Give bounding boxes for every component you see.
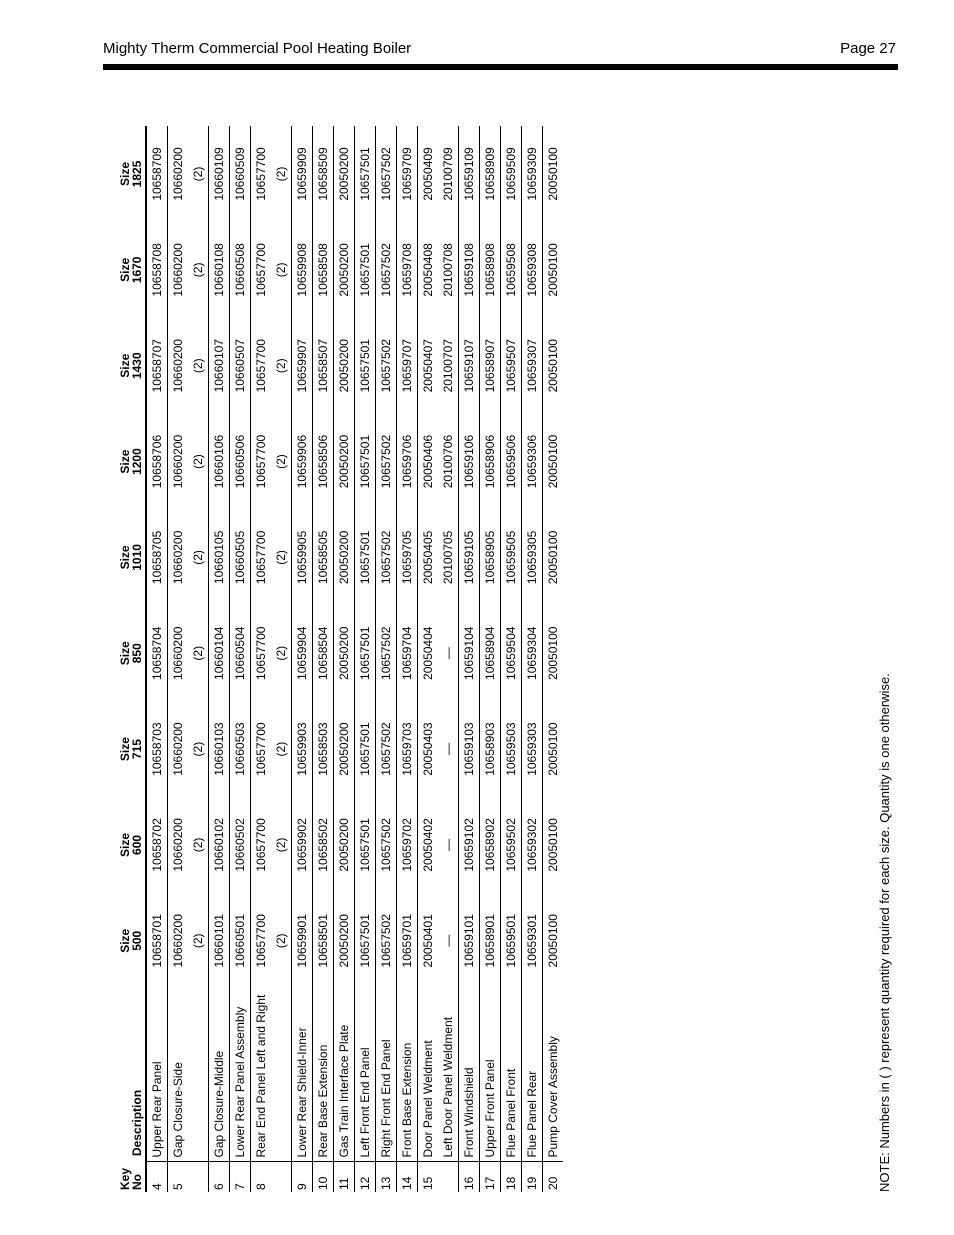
part-number-cell: 10657502 [376, 701, 397, 797]
part-number-cell: 10657502 [376, 509, 397, 605]
part-number-cell: 20050403 [418, 701, 439, 797]
part-number-cell: 10659506 [501, 414, 522, 510]
row-key-no: 5 [168, 1162, 189, 1192]
part-number-cell: 10659901 [292, 893, 313, 989]
table-header-row [103, 126, 146, 1192]
part-number-cell: 10658708 [146, 222, 168, 318]
part-number-cell: 10660105 [209, 509, 230, 605]
row-key-no: 20 [543, 1162, 564, 1192]
part-number-cell: 20050401 [418, 893, 439, 989]
row-description: Gap Closure-Middle [209, 989, 230, 1162]
quantity-note: NOTE: Numbers in ( ) represent quantity required for each size. Quantity is one otherwise. [877, 673, 892, 1192]
part-number-cell: 10659306 [522, 414, 543, 510]
part-number-cell: 20050100 [543, 414, 564, 510]
part-number-cell: 20100706 [441, 434, 455, 489]
part-number-cell: 10657501 [355, 414, 376, 510]
part-number-cell: 20050200 [334, 509, 355, 605]
part-number-cell: 20050200 [334, 414, 355, 510]
row-key-no: 11 [334, 1162, 355, 1192]
header-rule [103, 64, 898, 70]
row-description: Left Front End Panel [355, 989, 376, 1162]
part-number-cell: 10659509 [501, 126, 522, 222]
part-number-cell: 10658906 [480, 414, 501, 510]
part-number-cell: 10658502 [313, 797, 334, 893]
row-key-no: 8 [251, 1162, 272, 1192]
table-row [501, 126, 522, 1192]
header-size: Size 1670 [103, 222, 146, 318]
part-number-cell: 10658504 [313, 605, 334, 701]
part-number-cell: 20050100 [543, 605, 564, 701]
row-description: Flue Panel Rear [522, 989, 543, 1162]
row-key-no: 18 [501, 1162, 522, 1192]
part-number-cell: 10658909 [480, 126, 501, 222]
table-row [251, 126, 272, 1192]
table-row [334, 126, 355, 1192]
table-row [438, 126, 459, 1192]
part-number-cell: 10660200 [168, 222, 189, 318]
part-number-cell: 10660106 [209, 414, 230, 510]
part-number-cell: 10659707 [397, 318, 418, 414]
part-number-cell: 10658507 [313, 318, 334, 414]
row-key-no: 9 [292, 1162, 313, 1192]
part-number-cell: 10660104 [209, 605, 230, 701]
part-number-cell: 10660200 [168, 414, 189, 510]
part-number-cell: 10658704 [146, 605, 168, 701]
part-number-cell: 10657700 [251, 414, 272, 510]
part-number-cell: 20050200 [334, 605, 355, 701]
row-description: Door Panel Weldment [418, 989, 439, 1162]
row-description: Upper Front Panel [480, 989, 501, 1162]
row-description: Pump Cover Assembly [543, 989, 564, 1162]
part-number-cell: 10657502 [376, 414, 397, 510]
part-number-cell: 10658905 [480, 509, 501, 605]
row-description: Front Windshield [459, 989, 480, 1162]
part-number-cell: 10660506 [230, 414, 251, 510]
part-number-cell: 10658902 [480, 797, 501, 893]
part-number-cell: 10659904 [292, 605, 313, 701]
part-number-cell: 10659302 [522, 797, 543, 893]
part-number-cell: 20050408 [418, 222, 439, 318]
part-number-cell: 20050405 [418, 509, 439, 605]
table-row [146, 126, 168, 1192]
part-number-cell: 10657501 [355, 797, 376, 893]
table-row [480, 126, 501, 1192]
table-row [522, 126, 543, 1192]
row-description: Flue Panel Front [501, 989, 522, 1162]
part-number-cell: (2) [191, 166, 205, 182]
row-key-no: 4 [146, 1162, 168, 1192]
part-number-cell: 10659103 [459, 701, 480, 797]
row-key-no: 6 [209, 1162, 230, 1192]
row-key-no: 14 [397, 1162, 418, 1192]
part-number-cell: 10660108 [209, 222, 230, 318]
part-number-cell: 20050100 [543, 509, 564, 605]
part-number-cell: 10660200 [168, 893, 189, 989]
part-number-cell: 20050200 [334, 797, 355, 893]
header-size: Size 500 [103, 893, 146, 989]
part-number-cell: 10660504 [230, 605, 251, 701]
part-number-cell: (2) [274, 933, 288, 949]
header-size: Size 850 [103, 605, 146, 701]
table-row [209, 126, 230, 1192]
row-description [271, 989, 292, 1162]
part-number-cell: 20050406 [418, 414, 439, 510]
part-number-cell: — [441, 647, 455, 660]
part-number-cell: (2) [191, 454, 205, 469]
part-number-cell: 10659108 [459, 222, 480, 318]
part-number-cell: 10659106 [459, 414, 480, 510]
table-row [397, 126, 418, 1192]
part-number-cell: 20050100 [543, 797, 564, 893]
table-row [355, 126, 376, 1192]
row-key-no: 7 [230, 1162, 251, 1192]
table-row [418, 126, 439, 1192]
part-number-cell: 10660107 [209, 318, 230, 414]
part-number-cell: 10659105 [459, 509, 480, 605]
row-key-no: 10 [313, 1162, 334, 1192]
part-number-cell: 10659301 [522, 893, 543, 989]
row-description: Left Door Panel Weldment [441, 1016, 455, 1158]
part-number-cell: 10657501 [355, 605, 376, 701]
part-number-cell: 10658705 [146, 509, 168, 605]
part-number-cell: 20100708 [441, 243, 455, 297]
part-number-cell: 10659906 [292, 414, 313, 510]
part-number-cell: 20050100 [543, 222, 564, 318]
part-number-cell: 10659505 [501, 509, 522, 605]
row-description: Lower Rear Shield-Inner [292, 989, 313, 1162]
part-number-cell: 10659504 [501, 605, 522, 701]
part-number-cell: 10660503 [230, 701, 251, 797]
part-number-cell: 10657502 [376, 126, 397, 222]
part-number-cell: 10659503 [501, 701, 522, 797]
part-number-cell: 20050100 [543, 701, 564, 797]
part-number-cell: 10659107 [459, 318, 480, 414]
part-number-cell: 10659305 [522, 509, 543, 605]
header-key-no: Key No [103, 1162, 146, 1192]
row-key-no: 19 [522, 1162, 543, 1192]
row-description: Rear End Panel Left and Right [251, 989, 272, 1162]
row-key-no: 13 [376, 1162, 397, 1192]
part-number-cell: 10658505 [313, 509, 334, 605]
part-number-cell: 20050100 [543, 126, 564, 222]
part-number-cell: 10659908 [292, 222, 313, 318]
header-size: Size 1430 [103, 318, 146, 414]
part-number-cell: 20050404 [418, 605, 439, 701]
part-number-cell: 10659501 [501, 893, 522, 989]
part-number-cell: 10660101 [209, 893, 230, 989]
part-number-cell: 10659502 [501, 797, 522, 893]
part-number-cell: 10658903 [480, 701, 501, 797]
part-number-cell: 10658901 [480, 893, 501, 989]
row-key-no: 17 [480, 1162, 501, 1192]
part-number-cell: 10659708 [397, 222, 418, 318]
part-number-cell: 10657502 [376, 893, 397, 989]
row-key-no: 16 [459, 1162, 480, 1192]
part-number-cell: 20050407 [418, 318, 439, 414]
part-number-cell: 10658702 [146, 797, 168, 893]
row-description: Right Front End Panel [376, 989, 397, 1162]
row-key-no: 12 [355, 1162, 376, 1192]
part-number-cell: 10657501 [355, 893, 376, 989]
part-number-cell: 10660200 [168, 605, 189, 701]
part-number-cell: — [441, 934, 455, 947]
part-number-cell: (2) [274, 741, 288, 757]
part-number-cell: (2) [274, 550, 288, 565]
part-number-cell: 10658703 [146, 701, 168, 797]
part-number-cell: 10658701 [146, 893, 168, 989]
row-description: Gas Train Interface Plate [334, 989, 355, 1162]
row-key-no [188, 1162, 209, 1192]
part-number-cell: — [441, 743, 455, 756]
part-number-cell: 10660200 [168, 797, 189, 893]
part-number-cell: 20100709 [441, 147, 455, 201]
part-number-cell: 10658709 [146, 126, 168, 222]
row-description: Upper Rear Panel [146, 989, 168, 1162]
part-number-cell: (2) [191, 550, 205, 565]
part-number-cell: 10659308 [522, 222, 543, 318]
parts-table [103, 126, 563, 1192]
part-number-cell: 10659909 [292, 126, 313, 222]
part-number-cell: 10657700 [251, 126, 272, 222]
row-key-no: 15 [418, 1162, 439, 1192]
part-number-cell: 10657700 [251, 701, 272, 797]
part-number-cell: 10660505 [230, 509, 251, 605]
part-number-cell: 10659303 [522, 701, 543, 797]
part-number-cell: (2) [274, 645, 288, 661]
part-number-cell: 10659309 [522, 126, 543, 222]
part-number-cell: — [441, 838, 455, 851]
part-number-cell: 10658907 [480, 318, 501, 414]
table-row [271, 126, 292, 1192]
header-size: Size 1200 [103, 414, 146, 510]
table-row [313, 126, 334, 1192]
part-number-cell: 10659507 [501, 318, 522, 414]
table-row [292, 126, 313, 1192]
part-number-cell: 10657700 [251, 318, 272, 414]
part-number-cell: 20050200 [334, 318, 355, 414]
part-number-cell: 10658503 [313, 701, 334, 797]
part-number-cell: 10659701 [397, 893, 418, 989]
part-number-cell: (2) [274, 358, 288, 374]
part-number-cell: (2) [191, 645, 205, 661]
part-number-cell: 10659703 [397, 701, 418, 797]
part-number-cell: (2) [274, 454, 288, 469]
part-number-cell: 10659101 [459, 893, 480, 989]
header-size: Size 600 [103, 797, 146, 893]
part-number-cell: 20050200 [334, 893, 355, 989]
part-number-cell: 10657700 [251, 797, 272, 893]
part-number-cell: 10658706 [146, 414, 168, 510]
part-number-cell: 10660103 [209, 701, 230, 797]
table-row [376, 126, 397, 1192]
part-number-cell: 10659902 [292, 797, 313, 893]
part-number-cell: (2) [191, 837, 205, 853]
part-number-cell: 10659109 [459, 126, 480, 222]
part-number-cell: 10657700 [251, 893, 272, 989]
part-number-cell: 10660200 [168, 318, 189, 414]
part-number-cell: 10658508 [313, 222, 334, 318]
page-header-title: Mighty Therm Commercial Pool Heating Boiler [103, 40, 412, 57]
part-number-cell: (2) [191, 741, 205, 757]
part-number-cell: 10660200 [168, 509, 189, 605]
part-number-cell: 10659907 [292, 318, 313, 414]
part-number-cell: 10660502 [230, 797, 251, 893]
part-number-cell: 10659903 [292, 701, 313, 797]
part-number-cell: 20050100 [543, 893, 564, 989]
row-description: Gap Closure-Side [168, 989, 189, 1162]
row-key-no [438, 1162, 459, 1192]
part-number-cell: 20050200 [334, 126, 355, 222]
parts-table-rotated [103, 126, 583, 1192]
part-number-cell: 10660508 [230, 222, 251, 318]
part-number-cell: (2) [274, 166, 288, 182]
header-size: Size 1825 [103, 126, 146, 222]
table-row [459, 126, 480, 1192]
part-number-cell: 10659508 [501, 222, 522, 318]
part-number-cell: 20050200 [334, 222, 355, 318]
part-number-cell: 10658707 [146, 318, 168, 414]
part-number-cell: 10659102 [459, 797, 480, 893]
part-number-cell: 20050402 [418, 797, 439, 893]
part-number-cell: 10657502 [376, 797, 397, 893]
part-number-cell: 10657501 [355, 222, 376, 318]
part-number-cell: 10657501 [355, 318, 376, 414]
part-number-cell: (2) [191, 933, 205, 949]
part-number-cell: 10659307 [522, 318, 543, 414]
part-number-cell: (2) [191, 358, 205, 374]
part-number-cell: 10657502 [376, 318, 397, 414]
part-number-cell: 10660501 [230, 893, 251, 989]
page-number: Page 27 [840, 40, 896, 57]
part-number-cell: 20050409 [418, 126, 439, 222]
part-number-cell: 10658904 [480, 605, 501, 701]
header-size: Size 715 [103, 701, 146, 797]
header-description: Description [103, 989, 146, 1162]
part-number-cell: 10660109 [209, 126, 230, 222]
part-number-cell: 10660509 [230, 126, 251, 222]
row-key-no [271, 1162, 292, 1192]
part-number-cell: 10659905 [292, 509, 313, 605]
part-number-cell: 10659709 [397, 126, 418, 222]
table-row [168, 126, 189, 1192]
part-number-cell: 10657502 [376, 222, 397, 318]
part-number-cell: 10660507 [230, 318, 251, 414]
part-number-cell: 10659706 [397, 414, 418, 510]
part-number-cell: 10659705 [397, 509, 418, 605]
part-number-cell: 10657501 [355, 509, 376, 605]
part-number-cell: 10658908 [480, 222, 501, 318]
part-number-cell: (2) [274, 837, 288, 853]
part-number-cell: 10657501 [355, 126, 376, 222]
table-body [146, 126, 563, 1192]
part-number-cell: 10657700 [251, 509, 272, 605]
part-number-cell: 10660200 [168, 701, 189, 797]
part-number-cell: 20050100 [543, 318, 564, 414]
part-number-cell: 10660200 [168, 126, 189, 222]
part-number-cell: 20050200 [334, 701, 355, 797]
part-number-cell: 10659704 [397, 605, 418, 701]
part-number-cell: 20100707 [441, 339, 455, 393]
part-number-cell: 10658501 [313, 893, 334, 989]
part-number-cell: 10657501 [355, 701, 376, 797]
part-number-cell: (2) [191, 262, 205, 278]
table-row [230, 126, 251, 1192]
part-number-cell: 10657700 [251, 222, 272, 318]
part-number-cell: 10657700 [251, 605, 272, 701]
table-row [543, 126, 564, 1192]
row-description: Front Base Extension [397, 989, 418, 1162]
part-number-cell: 10659104 [459, 605, 480, 701]
part-number-cell: 10657502 [376, 605, 397, 701]
table-row [188, 126, 209, 1192]
row-description: Rear Base Extension [313, 989, 334, 1162]
part-number-cell: 10660102 [209, 797, 230, 893]
header-size: Size 1010 [103, 509, 146, 605]
row-description: Lower Rear Panel Assembly [230, 989, 251, 1162]
part-number-cell: 20100705 [441, 530, 455, 585]
part-number-cell: 10659304 [522, 605, 543, 701]
part-number-cell: (2) [274, 262, 288, 278]
part-number-cell: 10658509 [313, 126, 334, 222]
part-number-cell: 10658506 [313, 414, 334, 510]
part-number-cell: 10659702 [397, 797, 418, 893]
row-description [188, 989, 209, 1162]
